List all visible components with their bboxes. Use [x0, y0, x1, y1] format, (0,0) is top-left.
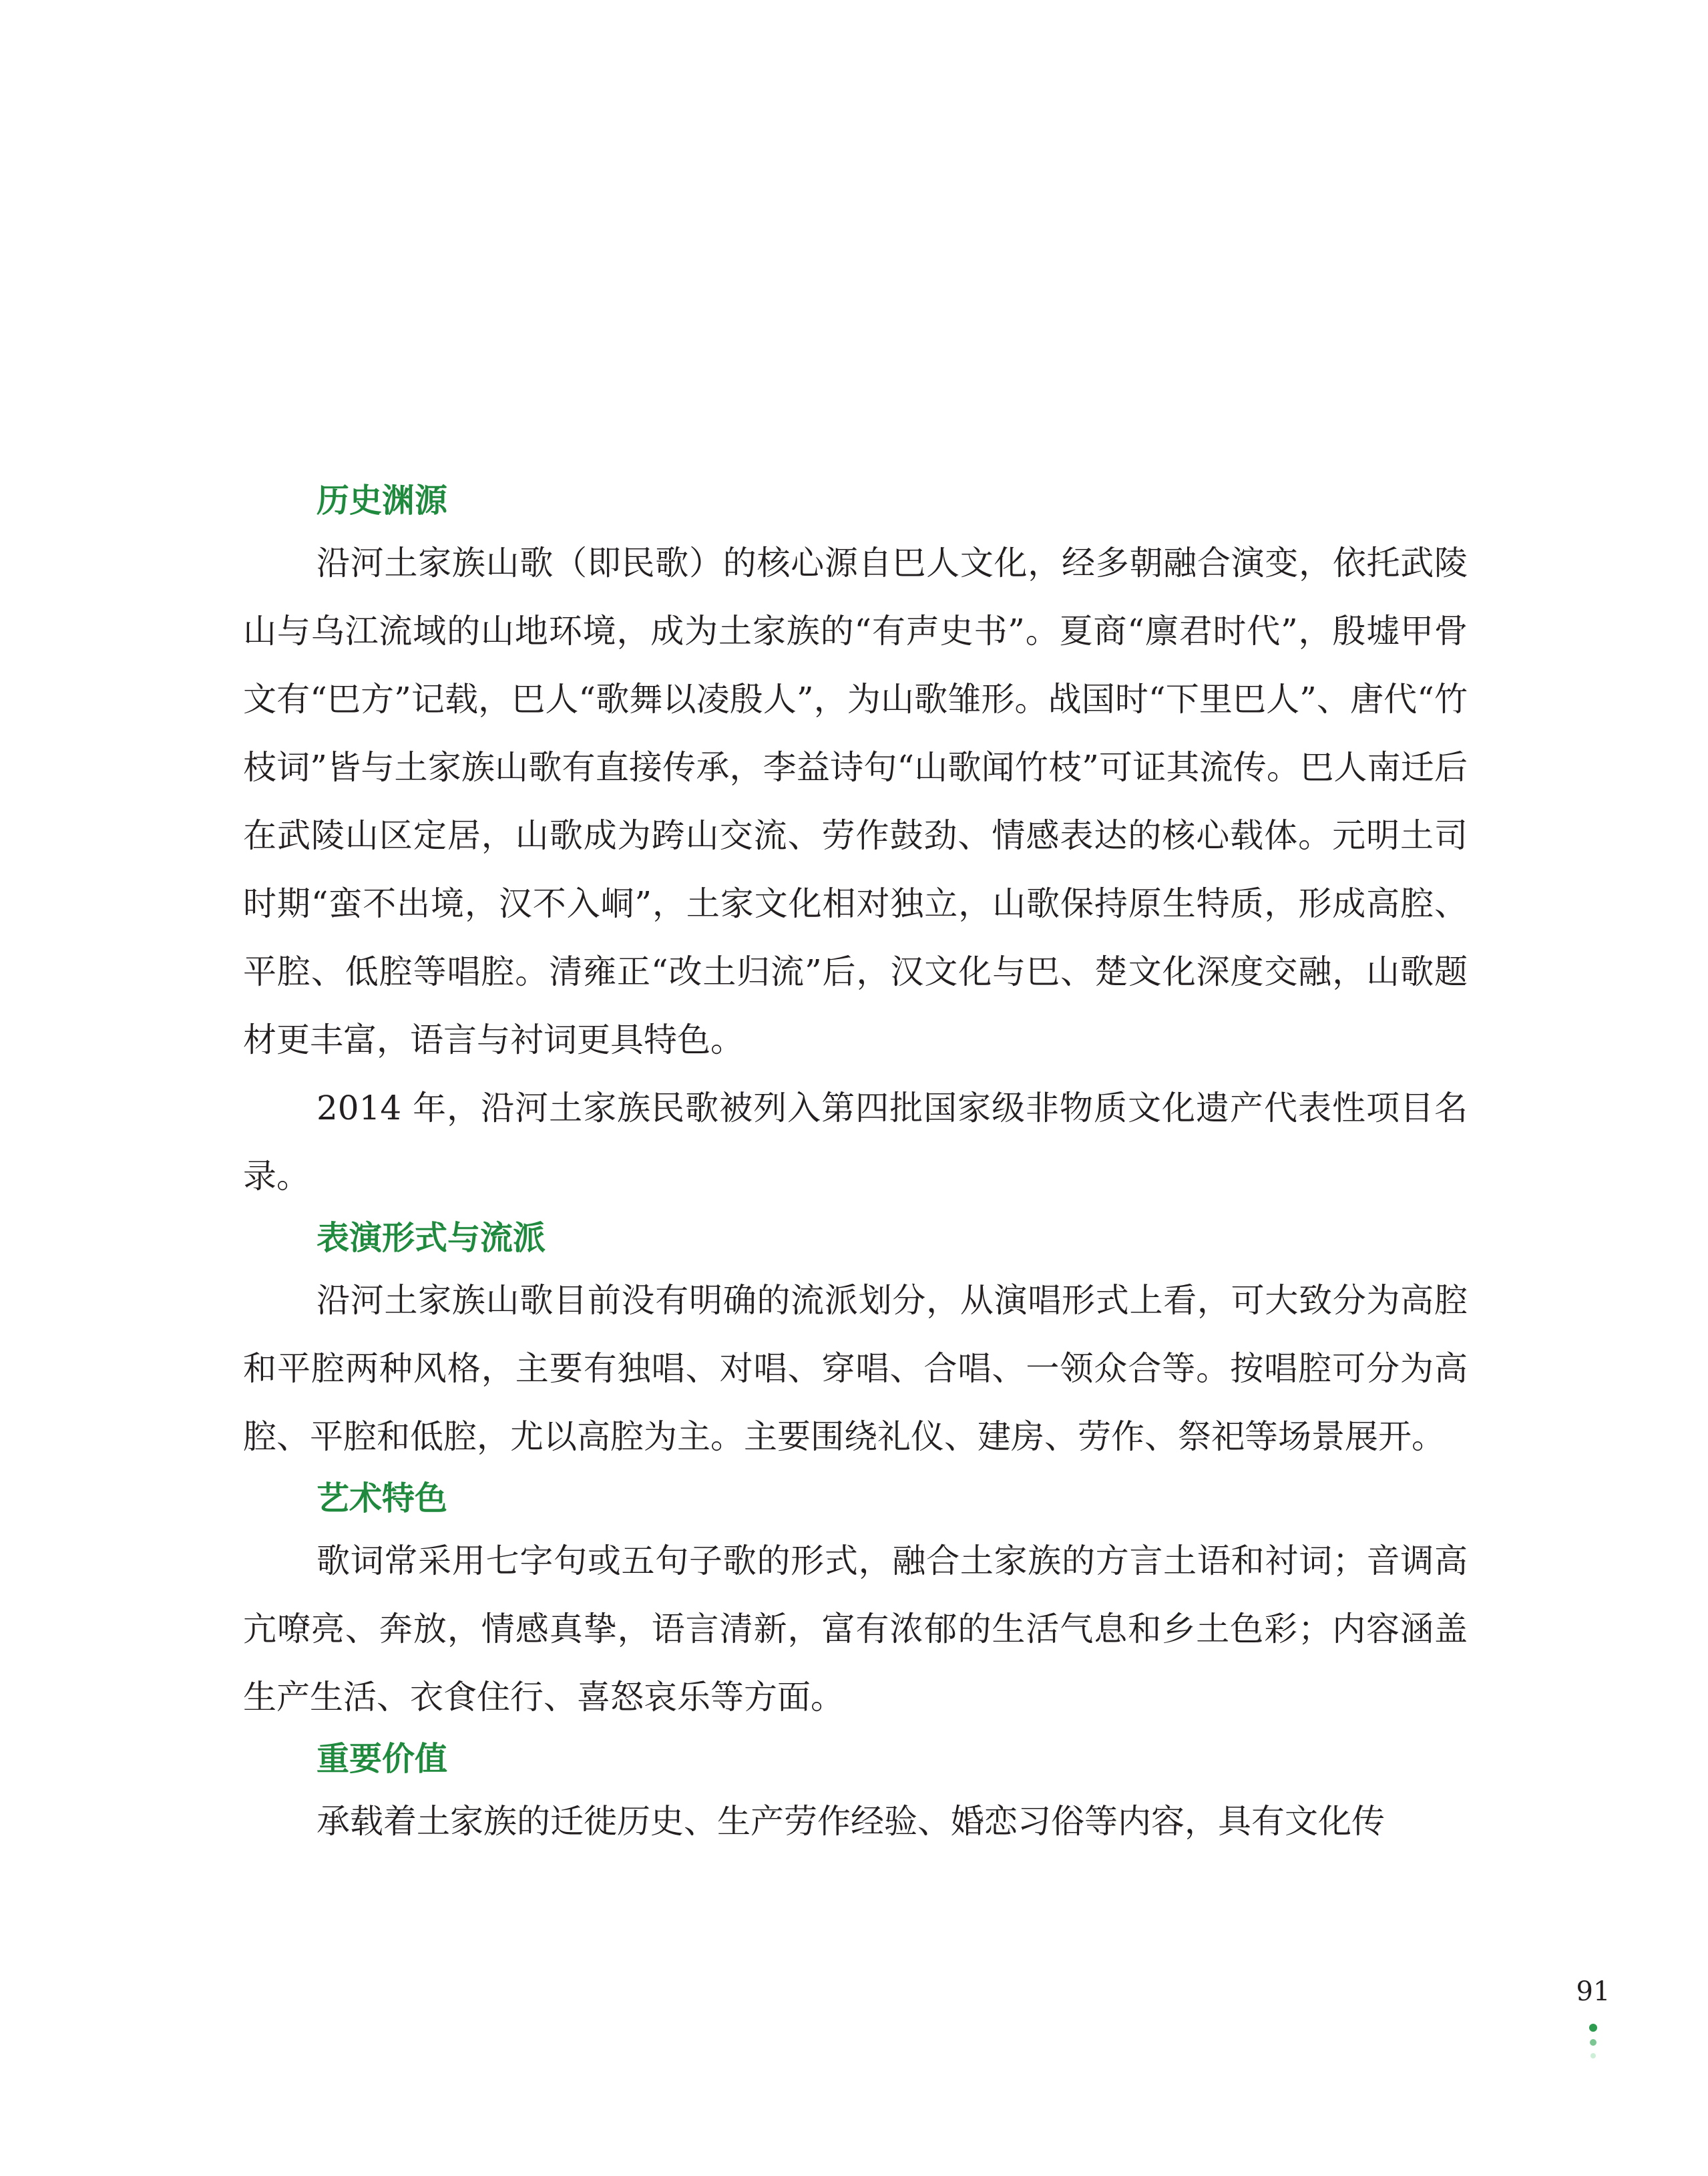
section-heading-history: 历史渊源 [316, 482, 448, 520]
section-heading-value: 重要价值 [316, 1740, 448, 1778]
paragraph-history-origin: 沿河土家族山歌（即民歌）的核心源自巴人文化，经多朝融合演变，依托武陵山与乌江流域的山地环境，成为土家族的“有声史书”。夏商“廪君时代”，殷墟甲骨文有“巴方”记载，巴人“歌舞以凌殷人”，为山歌雏形。战国时“下里巴人”、唐代“竹枝词”皆与土家族山歌有直接传承，李益诗句“山歌闻竹枝”可证其流传。巴人南迁后在武陵山区定居，山歌成为跨山交流、劳作鼓劲、情感表达的核心载体。元明土司时期“蛮不出境，汉不入峒”，土家文化相对独立，山歌保持原生特质，形成高腔、平腔、低腔等唱腔。清雍正“改土归流”后，汉文化与巴、楚文化深度交融，山歌题材更丰富，语言与衬词更具特色。 [243, 544, 1468, 1059]
page-number: 91 [1576, 1976, 1611, 2007]
page-dot-decoration [1590, 2053, 1596, 2058]
page-dot-decoration [1589, 2024, 1597, 2032]
section-heading-performance: 表演形式与流派 [316, 1219, 546, 1257]
page-body [243, 473, 1468, 1855]
section-heading-art-features: 艺术特色 [316, 1479, 448, 1517]
paragraph-history-listing: 2014 年，沿河土家族民歌被列入第四批国家级非物质文化遗产代表性项目名录。 [243, 1089, 1468, 1196]
page-dot-decoration [1590, 2039, 1596, 2046]
paragraph-value: 承载着土家族的迁徙历史、生产劳作经验、婚恋习俗等内容，具有文化传 [316, 1802, 1385, 1841]
paragraph-performance: 沿河土家族山歌目前没有明确的流派划分，从演唱形式上看，可大致分为高腔和平腔两种风格，主要有独唱、对唱、穿唱、合唱、一领众合等。按唱腔可分为高腔、平腔和低腔，尤以高腔为主。主要围绕礼仪、建房、劳作、祭祀等场景展开。 [243, 1281, 1468, 1456]
paragraph-art-features: 歌词常采用七字句或五句子歌的形式，融合土家族的方言土语和衬词；音调高亢嘹亮、奔放，情感真挚，语言清新，富有浓郁的生活气息和乡土色彩；内容涵盖生产生活、衣食住行、喜怒哀乐等方面。 [243, 1542, 1468, 1716]
